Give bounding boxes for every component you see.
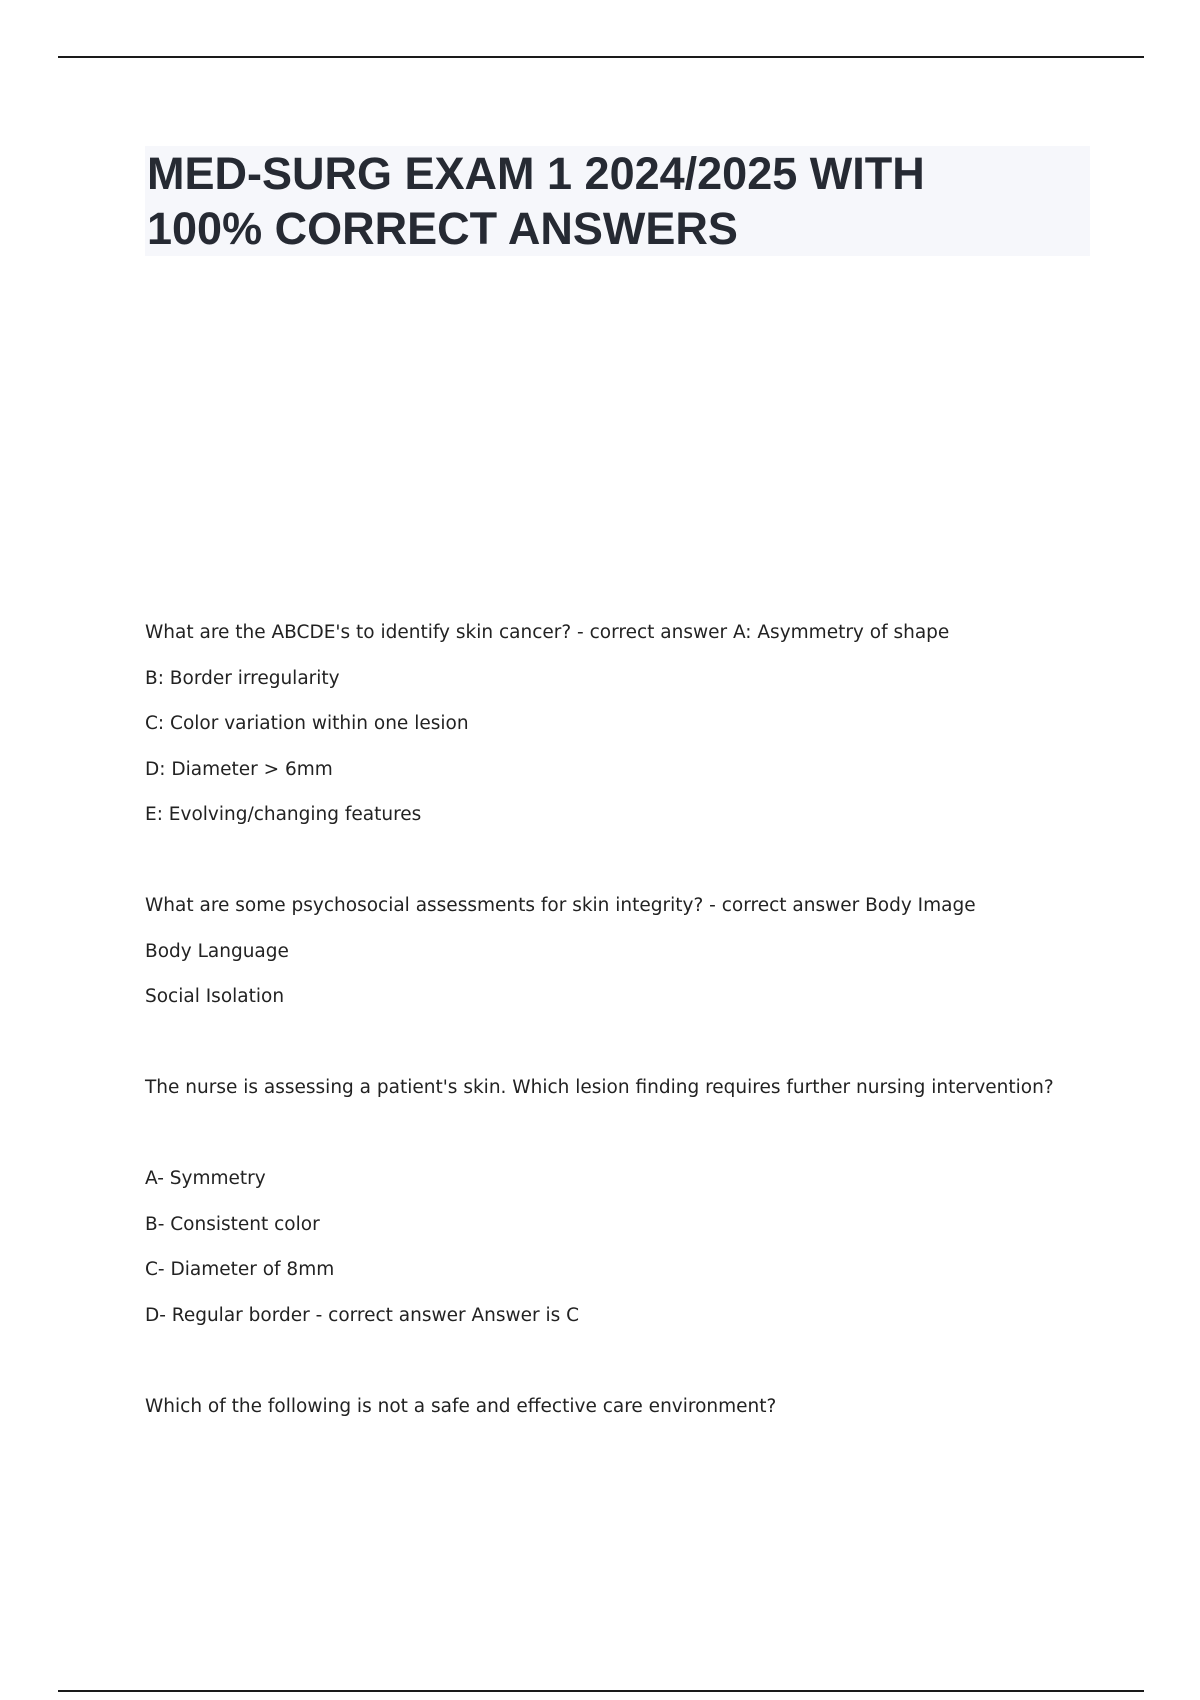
bottom-rule [58,1690,1144,1692]
option-line: D- Regular border - correct answer Answer is C [145,1305,580,1326]
answer-line: B: Border irregularity [145,668,340,689]
answer-line: Body Language [145,941,289,962]
title-line-2: 100% CORRECT ANSWERS [147,203,738,254]
answer-line: E: Evolving/changing features [145,804,422,825]
question-2-text: What are some psychosocial assessments for skin integrity? - correct answer Body Image [145,895,976,916]
answer-line: C: Color variation within one lesion [145,713,469,734]
option-line: B- Consistent color [145,1214,320,1235]
option-line: A- Symmetry [145,1168,266,1189]
question-4-text: Which of the following is not a safe and effective care environment? [145,1396,777,1417]
question-3-text: The nurse is assessing a patient's skin. Which lesion finding requires further nursing intervention? [145,1077,1054,1098]
answer-line: D: Diameter > 6mm [145,759,333,780]
document-title [145,146,1090,256]
answer-line: Social Isolation [145,986,285,1007]
option-line: C- Diameter of 8mm [145,1259,335,1280]
question-1-text: What are the ABCDE's to identify skin cancer? - correct answer A: Asymmetry of shape [145,622,950,643]
top-rule [58,56,1144,58]
title-line-1: MED-SURG EXAM 1 2024/2025 WITH [147,148,925,199]
